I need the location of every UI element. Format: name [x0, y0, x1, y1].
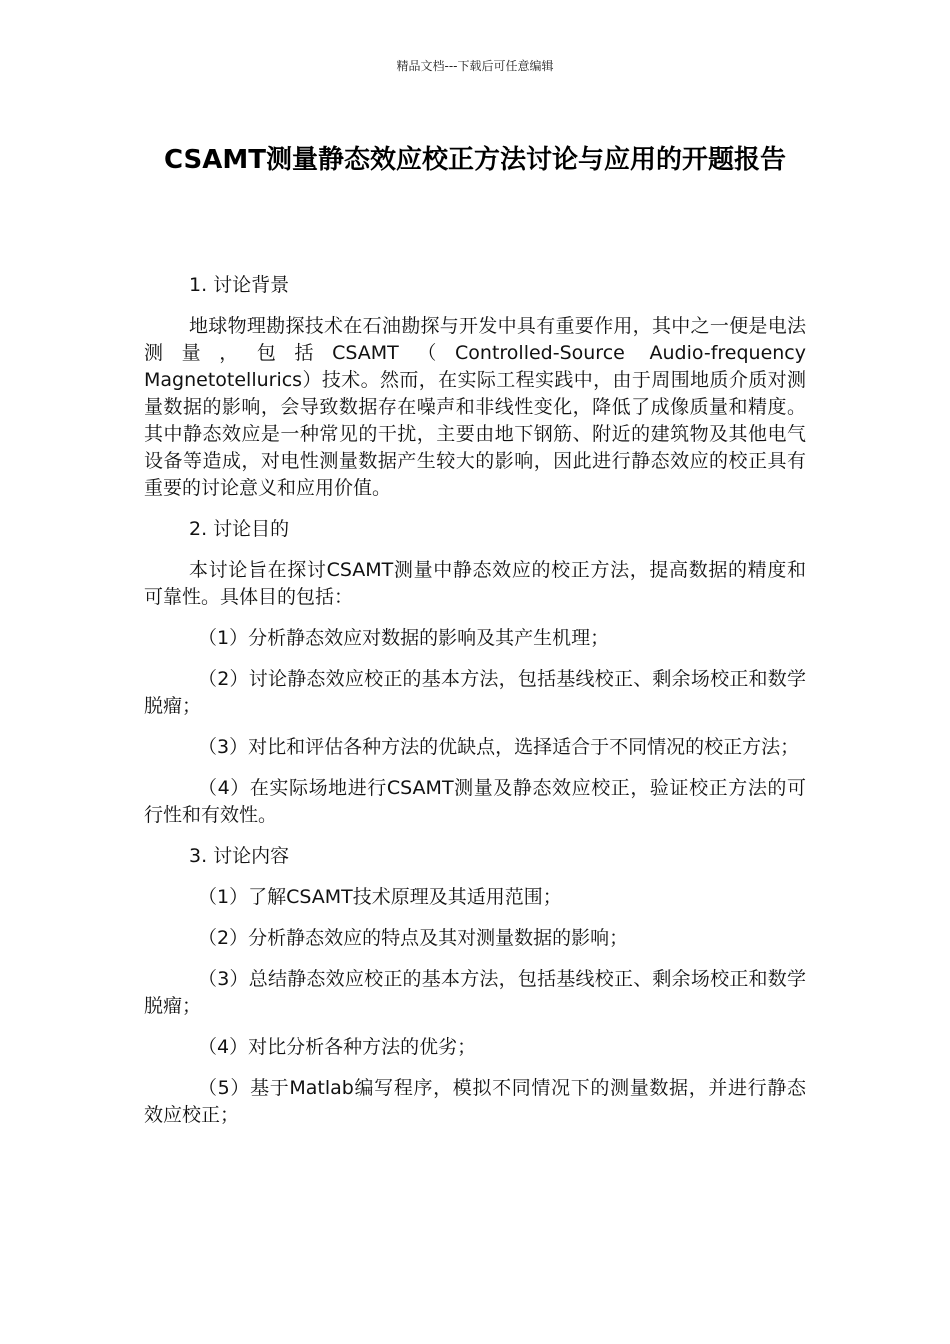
content-item: （3）总结静态效应校正的基本方法，包括基线校正、剩余场校正和数学脱瘤； — [144, 968, 806, 1017]
document-title: CSAMT测量静态效应校正方法讨论与应用的开题报告 — [163, 145, 787, 175]
content-item: （1）了解CSAMT技术原理及其适用范围； — [198, 886, 562, 908]
content-item: （5）基于Matlab编写程序，模拟不同情况下的测量数据，并进行静态效应校正； — [144, 1077, 806, 1126]
background-paragraph: 地球物理勘探技术在石油勘探与开发中具有重要作用，其中之一便是电法测量，包括CSAMT（Controlled-Source Audio-frequency Magnetotellurics）技术。然而，在实际工程实践中，由于周围地质介质对测量数据的影响，会导致数据存在噪声和非线性变化，降低了成像质量和精度。其中静态效应是一种常见的干扰，主要由地下钢筋、附近的建筑物及其他电气设备等造成，对电性测量数据产生较大的影响，因此进行静态效应的校正具有重要的讨论意义和应用价值。 — [144, 315, 806, 499]
document-body — [144, 272, 806, 1143]
page-header: 精品文档---下载后可任意编辑 — [396, 59, 554, 73]
purpose-paragraph: 本讨论旨在探讨CSAMT测量中静态效应的校正方法，提高数据的精度和可靠性。具体目的包括： — [144, 559, 806, 608]
section-heading-content: 3. 讨论内容 — [189, 845, 290, 867]
purpose-item: （2）讨论静态效应校正的基本方法，包括基线校正、剩余场校正和数学脱瘤； — [144, 668, 806, 717]
section-heading-background: 1. 讨论背景 — [189, 274, 290, 296]
purpose-item: （4）在实际场地进行CSAMT测量及静态效应校正，验证校正方法的可行性和有效性。 — [144, 777, 806, 826]
purpose-item: （1）分析静态效应对数据的影响及其产生机理； — [198, 627, 610, 649]
section-heading-purpose: 2. 讨论目的 — [189, 518, 290, 540]
purpose-item: （3）对比和评估各种方法的优缺点，选择适合于不同情况的校正方法； — [198, 736, 800, 758]
content-item: （4）对比分析各种方法的优劣； — [198, 1036, 477, 1058]
content-item: （2）分析静态效应的特点及其对测量数据的影响； — [198, 927, 629, 949]
